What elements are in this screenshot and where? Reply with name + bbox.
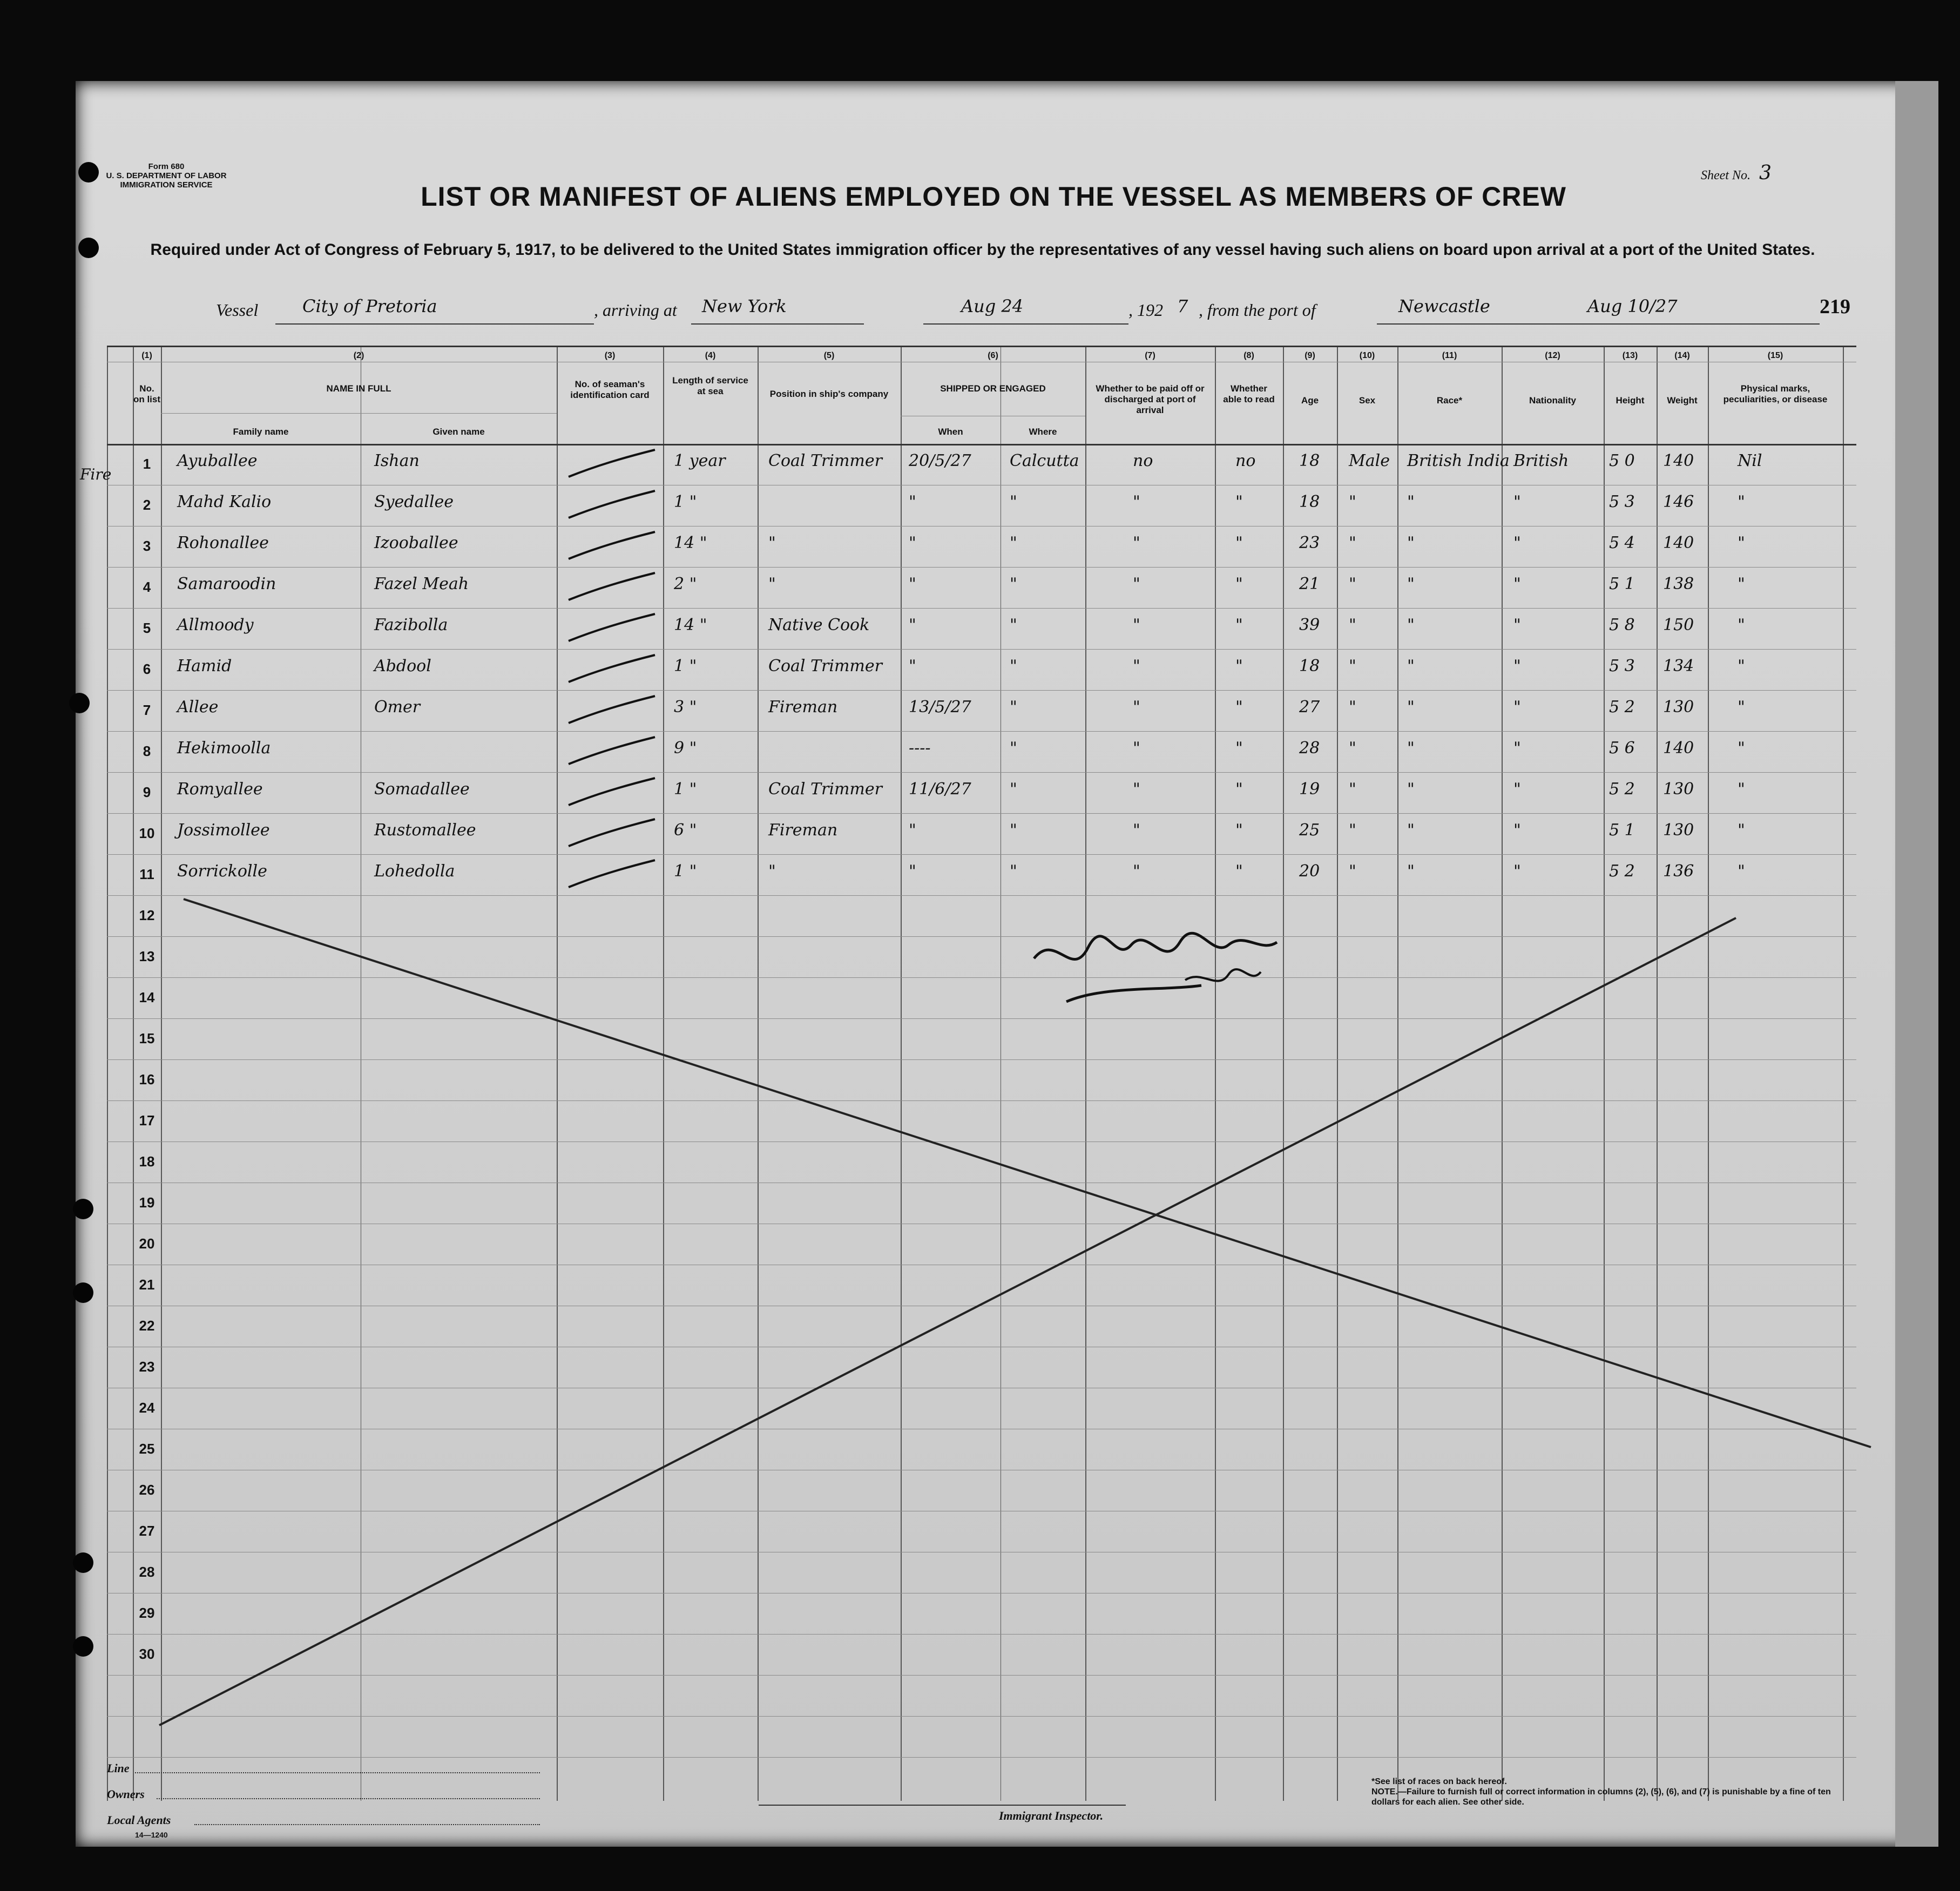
service-length-cell: 6 " bbox=[674, 821, 697, 840]
physical-marks-cell: " bbox=[1738, 575, 1745, 593]
age-cell: 25 bbox=[1299, 821, 1320, 840]
position-cell: Coal Trimmer bbox=[768, 657, 882, 676]
sex-cell: " bbox=[1349, 492, 1356, 511]
form-number: Form 680 bbox=[148, 162, 185, 171]
column-number: (3) bbox=[604, 351, 616, 360]
given-name-cell: Lohedolla bbox=[374, 862, 455, 881]
service-length-cell: 9 " bbox=[674, 739, 697, 758]
weight-cell: 150 bbox=[1663, 616, 1694, 634]
height-cell: 5 3 bbox=[1609, 657, 1635, 676]
paid-off-cell: " bbox=[1133, 780, 1140, 799]
row-number: 28 bbox=[139, 1564, 155, 1580]
header-weight: Weight bbox=[1667, 395, 1698, 406]
given-name-cell: Ishan bbox=[374, 451, 420, 470]
column-number: (1) bbox=[141, 351, 152, 360]
family-name-cell: Samaroodin bbox=[177, 575, 276, 593]
shipped-place-cell: " bbox=[1010, 821, 1017, 840]
able-to-read-cell: " bbox=[1235, 492, 1243, 511]
family-name-cell: Sorrickolle bbox=[177, 862, 267, 881]
header-sex: Sex bbox=[1359, 395, 1376, 406]
footer-line-label: Line bbox=[107, 1761, 130, 1775]
nationality-cell: " bbox=[1513, 616, 1521, 634]
given-name-cell: Abdool bbox=[374, 657, 431, 676]
able-to-read-cell: " bbox=[1235, 821, 1243, 840]
shipped-date-cell: " bbox=[909, 657, 916, 676]
weight-cell: 140 bbox=[1663, 451, 1694, 470]
header-family-name: Family name bbox=[233, 427, 289, 437]
position-cell: Fireman bbox=[768, 821, 838, 840]
row-number: 24 bbox=[139, 1400, 155, 1416]
position-cell: Native Cook bbox=[768, 616, 870, 634]
position-cell: Coal Trimmer bbox=[768, 451, 882, 470]
row-number: 6 bbox=[143, 661, 151, 677]
vessel-label: Vessel bbox=[216, 300, 259, 320]
column-number: (5) bbox=[823, 351, 835, 360]
row-number: 14 bbox=[139, 989, 155, 1005]
header-no-on-list: No. on list bbox=[133, 383, 161, 404]
able-to-read-cell: " bbox=[1235, 698, 1243, 717]
physical-marks-cell: Nil bbox=[1738, 451, 1762, 470]
paid-off-cell: " bbox=[1133, 575, 1140, 593]
column-number: (11) bbox=[1442, 351, 1457, 360]
row-number: 3 bbox=[143, 538, 151, 554]
physical-marks-cell: " bbox=[1738, 821, 1745, 840]
row-number: 11 bbox=[139, 866, 154, 882]
family-name-cell: Allmoody bbox=[177, 616, 254, 634]
column-number: (13) bbox=[1622, 351, 1638, 360]
sex-cell: " bbox=[1349, 780, 1356, 799]
age-cell: 20 bbox=[1299, 862, 1320, 881]
shipped-date-cell: " bbox=[909, 492, 916, 511]
race-cell: " bbox=[1407, 575, 1415, 593]
column-number: (14) bbox=[1674, 351, 1690, 360]
row-number: 30 bbox=[139, 1646, 155, 1662]
weight-cell: 138 bbox=[1663, 575, 1694, 593]
physical-marks-cell: " bbox=[1738, 657, 1745, 676]
shipped-place-cell: " bbox=[1010, 533, 1017, 552]
footer-owners-label: Owners bbox=[107, 1787, 145, 1801]
age-cell: 28 bbox=[1299, 739, 1320, 758]
service-length-cell: 2 " bbox=[674, 575, 697, 593]
row-number: 4 bbox=[143, 579, 151, 595]
row-number: 25 bbox=[139, 1441, 155, 1457]
row-number: 15 bbox=[139, 1030, 155, 1046]
able-to-read-cell: " bbox=[1235, 739, 1243, 758]
weight-cell: 146 bbox=[1663, 492, 1694, 511]
year-suffix: 7 bbox=[1177, 296, 1188, 316]
row-number: 8 bbox=[143, 743, 151, 759]
nationality-cell: " bbox=[1513, 492, 1521, 511]
weight-cell: 140 bbox=[1663, 739, 1694, 758]
race-cell: " bbox=[1407, 862, 1415, 881]
paid-off-cell: " bbox=[1133, 821, 1140, 840]
inspector-label: Immigrant Inspector. bbox=[999, 1809, 1104, 1822]
header-length-service: Length of service at sea bbox=[672, 375, 748, 396]
column-number: (10) bbox=[1359, 351, 1375, 360]
position-cell: " bbox=[768, 862, 776, 881]
shipped-date-cell: 13/5/27 bbox=[909, 698, 971, 717]
header-when: When bbox=[938, 427, 963, 437]
race-cell: " bbox=[1407, 657, 1415, 676]
header-able-read: Whether able to read bbox=[1223, 383, 1275, 404]
shipped-date-cell: 11/6/27 bbox=[909, 780, 971, 799]
age-cell: 23 bbox=[1299, 533, 1320, 552]
able-to-read-cell: no bbox=[1235, 451, 1256, 470]
physical-marks-cell: " bbox=[1738, 739, 1745, 758]
family-name-cell: Romyallee bbox=[177, 780, 263, 799]
height-cell: 5 2 bbox=[1609, 862, 1635, 881]
age-cell: 27 bbox=[1299, 698, 1320, 717]
arrival-date: Aug 24 bbox=[961, 296, 1024, 316]
given-name-cell: Rustomallee bbox=[374, 821, 476, 840]
family-name-cell: Jossimollee bbox=[177, 821, 270, 840]
year-prefix: , 192 bbox=[1128, 300, 1163, 320]
service-length-cell: 14 " bbox=[674, 533, 707, 552]
header-nationality: Nationality bbox=[1529, 395, 1576, 406]
race-cell: " bbox=[1407, 821, 1415, 840]
position-cell: " bbox=[768, 575, 776, 593]
paid-off-cell: " bbox=[1133, 862, 1140, 881]
sex-cell: " bbox=[1349, 657, 1356, 676]
height-cell: 5 6 bbox=[1609, 739, 1635, 758]
page-number: 219 bbox=[1820, 295, 1850, 318]
able-to-read-cell: " bbox=[1235, 575, 1243, 593]
shipped-place-cell: " bbox=[1010, 862, 1017, 881]
shipped-date-cell: " bbox=[909, 575, 916, 593]
column-number: (7) bbox=[1145, 351, 1155, 360]
row-number: 16 bbox=[139, 1071, 155, 1088]
header-id-card: No. of seaman's identification card bbox=[570, 379, 650, 400]
row-number: 12 bbox=[139, 907, 155, 923]
page-subtitle: Required under Act of Congress of February 5, 1917, to be delivered to the United States immigration officer by the representatives of any vessel having such aliens on board upon arrival at a port of the United States. bbox=[150, 241, 1815, 259]
row-number: 19 bbox=[139, 1194, 155, 1211]
height-cell: 5 2 bbox=[1609, 780, 1635, 799]
able-to-read-cell: " bbox=[1235, 533, 1243, 552]
row-number: 29 bbox=[139, 1605, 155, 1621]
departure-port: Newcastle bbox=[1398, 296, 1490, 316]
sex-cell: " bbox=[1349, 862, 1356, 881]
row-number: 21 bbox=[139, 1277, 155, 1293]
sex-cell: " bbox=[1349, 533, 1356, 552]
nationality-cell: " bbox=[1513, 821, 1521, 840]
race-cell: " bbox=[1407, 533, 1415, 552]
shipped-date-cell: 20/5/27 bbox=[909, 451, 971, 470]
column-number: (9) bbox=[1305, 351, 1315, 360]
height-cell: 5 8 bbox=[1609, 616, 1635, 634]
service-length-cell: 3 " bbox=[674, 698, 697, 717]
race-cell: " bbox=[1407, 616, 1415, 634]
given-name-cell: Omer bbox=[374, 698, 421, 717]
header-where: Where bbox=[1029, 427, 1057, 437]
row-number: 18 bbox=[139, 1153, 155, 1170]
sex-cell: " bbox=[1349, 821, 1356, 840]
sex-cell: " bbox=[1349, 739, 1356, 758]
penalty-note: NOTE.—Failure to furnish full or correct information in columns (2), (5), (6), and (7) is punishable by a fine of ten dollars for each alien. See other side. bbox=[1371, 1787, 1831, 1807]
header-shipped: SHIPPED OR ENGAGED bbox=[940, 383, 1046, 394]
nationality-cell: British bbox=[1513, 451, 1569, 470]
department-name: U. S. DEPARTMENT OF LABOR bbox=[106, 171, 227, 180]
able-to-read-cell: " bbox=[1235, 862, 1243, 881]
height-cell: 5 0 bbox=[1609, 451, 1635, 470]
column-number: (6) bbox=[988, 351, 998, 360]
header-name-in-full: NAME IN FULL bbox=[326, 383, 391, 394]
weight-cell: 136 bbox=[1663, 862, 1694, 881]
age-cell: 18 bbox=[1299, 451, 1320, 470]
weight-cell: 134 bbox=[1663, 657, 1694, 676]
service-length-cell: 1 year bbox=[674, 451, 726, 470]
sheet-number-value: 3 bbox=[1759, 162, 1772, 184]
height-cell: 5 3 bbox=[1609, 492, 1635, 511]
position-cell: Coal Trimmer bbox=[768, 780, 882, 799]
able-to-read-cell: " bbox=[1235, 616, 1243, 634]
row-number: 9 bbox=[143, 784, 151, 800]
shipped-date-cell: " bbox=[909, 821, 916, 840]
header-position: Position in ship's company bbox=[769, 389, 889, 399]
column-number: (2) bbox=[353, 351, 364, 360]
footer-form-code: 14—1240 bbox=[135, 1831, 168, 1839]
family-name-cell: Rohonallee bbox=[177, 533, 269, 552]
service-name: IMMIGRATION SERVICE bbox=[120, 180, 213, 190]
shipped-place-cell: Calcutta bbox=[1010, 451, 1079, 470]
header-age: Age bbox=[1301, 395, 1319, 406]
age-cell: 39 bbox=[1299, 616, 1320, 634]
physical-marks-cell: " bbox=[1738, 780, 1745, 799]
vessel-name: City of Pretoria bbox=[302, 296, 437, 316]
sex-cell: " bbox=[1349, 616, 1356, 634]
height-cell: 5 4 bbox=[1609, 533, 1635, 552]
given-name-cell: Somadallee bbox=[374, 780, 470, 799]
able-to-read-cell: " bbox=[1235, 780, 1243, 799]
service-length-cell: 1 " bbox=[674, 862, 697, 881]
weight-cell: 130 bbox=[1663, 821, 1694, 840]
race-cell: British India bbox=[1407, 451, 1510, 470]
weight-cell: 130 bbox=[1663, 780, 1694, 799]
column-number: (8) bbox=[1243, 351, 1254, 360]
age-cell: 18 bbox=[1299, 492, 1320, 511]
height-cell: 5 1 bbox=[1609, 821, 1635, 840]
service-length-cell: 1 " bbox=[674, 780, 697, 799]
shipped-place-cell: " bbox=[1010, 657, 1017, 676]
row-number: 17 bbox=[139, 1112, 155, 1129]
footer-agents-label: Local Agents bbox=[107, 1813, 171, 1827]
shipped-date-cell: " bbox=[909, 533, 916, 552]
arriving-port: New York bbox=[702, 296, 787, 316]
family-name-cell: Ayuballee bbox=[177, 451, 258, 470]
age-cell: 19 bbox=[1299, 780, 1320, 799]
row-number: 5 bbox=[143, 620, 151, 636]
paid-off-cell: no bbox=[1133, 451, 1153, 470]
row-number: 1 bbox=[143, 456, 151, 472]
nationality-cell: " bbox=[1513, 575, 1521, 593]
shipped-date-cell: ---- bbox=[909, 739, 931, 758]
family-name-cell: Mahd Kalio bbox=[177, 492, 272, 511]
physical-marks-cell: " bbox=[1738, 533, 1745, 552]
race-cell: " bbox=[1407, 698, 1415, 717]
nationality-cell: " bbox=[1513, 739, 1521, 758]
paid-off-cell: " bbox=[1133, 657, 1140, 676]
inspector-signature bbox=[1023, 921, 1282, 1015]
family-name-cell: Hamid bbox=[177, 657, 232, 676]
age-cell: 21 bbox=[1299, 575, 1320, 593]
able-to-read-cell: " bbox=[1235, 657, 1243, 676]
paid-off-cell: " bbox=[1133, 616, 1140, 634]
paid-off-cell: " bbox=[1133, 698, 1140, 717]
nationality-cell: " bbox=[1513, 698, 1521, 717]
family-name-cell: Allee bbox=[177, 698, 219, 717]
sex-cell: Male bbox=[1349, 451, 1390, 470]
arriving-label: , arriving at bbox=[594, 300, 677, 320]
nationality-cell: " bbox=[1513, 780, 1521, 799]
physical-marks-cell: " bbox=[1738, 616, 1745, 634]
row-number: 20 bbox=[139, 1235, 155, 1252]
paid-off-cell: " bbox=[1133, 533, 1140, 552]
margin-note: Fire bbox=[80, 465, 112, 483]
sex-cell: " bbox=[1349, 698, 1356, 717]
shipped-place-cell: " bbox=[1010, 575, 1017, 593]
paid-off-cell: " bbox=[1133, 739, 1140, 758]
row-number: 26 bbox=[139, 1482, 155, 1498]
height-cell: 5 1 bbox=[1609, 575, 1635, 593]
paid-off-cell: " bbox=[1133, 492, 1140, 511]
physical-marks-cell: " bbox=[1738, 862, 1745, 881]
race-cell: " bbox=[1407, 780, 1415, 799]
shipped-place-cell: " bbox=[1010, 698, 1017, 717]
shipped-place-cell: " bbox=[1010, 492, 1017, 511]
service-length-cell: 14 " bbox=[674, 616, 707, 634]
given-name-cell: Fazel Meah bbox=[374, 575, 469, 593]
family-name-cell: Hekimoolla bbox=[177, 739, 271, 758]
shipped-place-cell: " bbox=[1010, 780, 1017, 799]
nationality-cell: " bbox=[1513, 533, 1521, 552]
height-cell: 5 2 bbox=[1609, 698, 1635, 717]
shipped-date-cell: " bbox=[909, 862, 916, 881]
given-name-cell: Fazibolla bbox=[374, 616, 448, 634]
page-title: LIST OR MANIFEST OF ALIENS EMPLOYED ON THE VESSEL AS MEMBERS OF CREW bbox=[421, 181, 1566, 212]
column-number: (4) bbox=[705, 351, 716, 360]
row-number: 10 bbox=[139, 825, 155, 841]
position-cell: " bbox=[768, 533, 776, 552]
row-number: 23 bbox=[139, 1359, 155, 1375]
races-note: *See list of races on back hereof. bbox=[1371, 1777, 1507, 1786]
nationality-cell: " bbox=[1513, 862, 1521, 881]
from-port-label: , from the port of bbox=[1199, 300, 1316, 320]
given-name-cell: Izooballee bbox=[374, 533, 458, 552]
row-number: 13 bbox=[139, 948, 155, 964]
race-cell: " bbox=[1407, 739, 1415, 758]
header-paid-off: Whether to be paid off or discharged at port of arrival bbox=[1096, 383, 1205, 415]
physical-marks-cell: " bbox=[1738, 492, 1745, 511]
sheet-number-label: Sheet No. bbox=[1701, 168, 1751, 183]
header-physical-marks: Physical marks, peculiarities, or disease bbox=[1723, 383, 1828, 404]
race-cell: " bbox=[1407, 492, 1415, 511]
shipped-place-cell: " bbox=[1010, 616, 1017, 634]
age-cell: 18 bbox=[1299, 657, 1320, 676]
weight-cell: 130 bbox=[1663, 698, 1694, 717]
shipped-date-cell: " bbox=[909, 616, 916, 634]
footer-note bbox=[1371, 1777, 1857, 1807]
header-height: Height bbox=[1616, 395, 1645, 406]
row-number: 2 bbox=[143, 497, 151, 513]
row-number: 7 bbox=[143, 702, 151, 718]
position-cell: Fireman bbox=[768, 698, 838, 717]
nationality-cell: " bbox=[1513, 657, 1521, 676]
sex-cell: " bbox=[1349, 575, 1356, 593]
service-length-cell: 1 " bbox=[674, 492, 697, 511]
shipped-place-cell: " bbox=[1010, 739, 1017, 758]
physical-marks-cell: " bbox=[1738, 698, 1745, 717]
column-number: (12) bbox=[1545, 351, 1560, 360]
header-race: Race* bbox=[1436, 395, 1463, 406]
given-name-cell: Syedallee bbox=[374, 492, 454, 511]
header-given-name: Given name bbox=[432, 427, 485, 437]
row-number: 22 bbox=[139, 1318, 155, 1334]
column-number: (15) bbox=[1767, 351, 1783, 360]
departure-date: Aug 10/27 bbox=[1587, 296, 1678, 316]
service-length-cell: 1 " bbox=[674, 657, 697, 676]
row-number: 27 bbox=[139, 1523, 155, 1539]
weight-cell: 140 bbox=[1663, 533, 1694, 552]
